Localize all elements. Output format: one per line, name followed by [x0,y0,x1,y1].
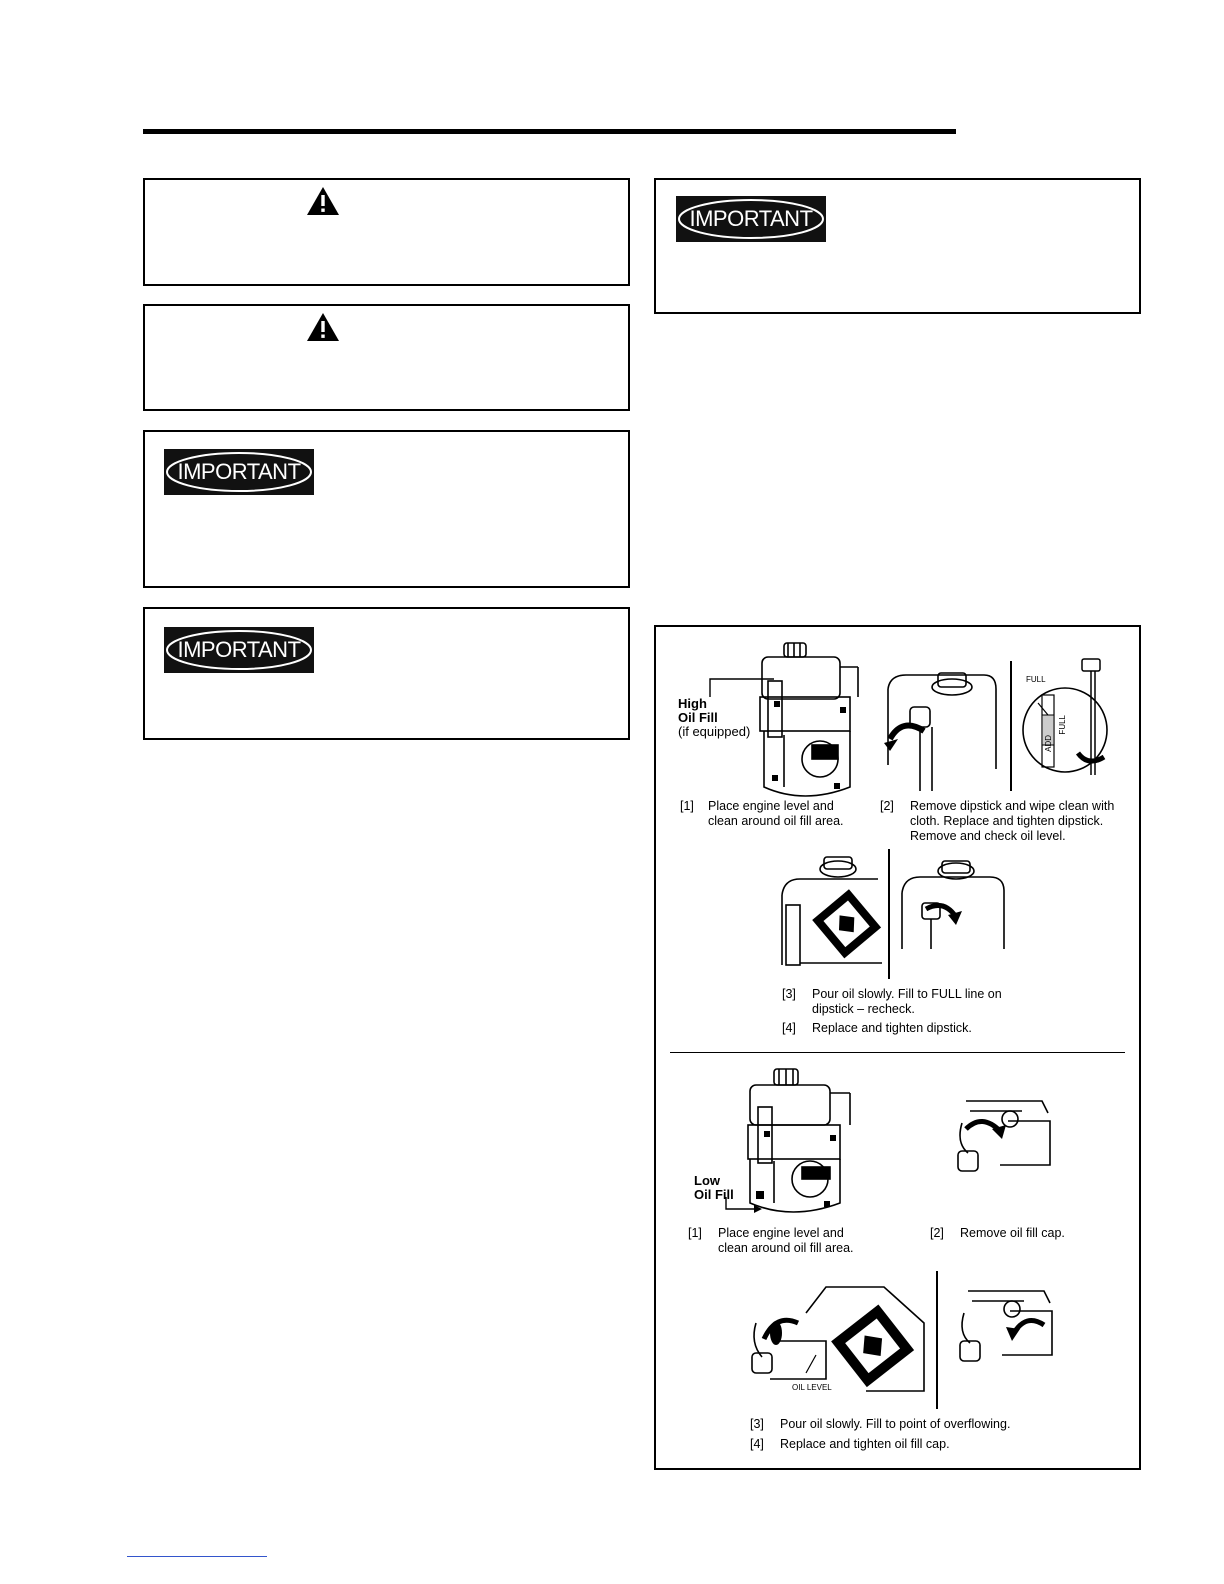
step-caption: [3] Pour oil slowly. Fill to point of overflowing. [750,1417,1011,1431]
step-caption: [3] Pour oil slowly. Fill to FULL line on dipstick – recheck. [782,987,1002,1016]
footer-link-line [127,1556,267,1557]
important-box-1 [143,430,630,588]
low-oil-fill-label: Oil Fill [694,1187,734,1202]
important-badge: IMPORTANT [164,627,314,673]
divider-vertical [888,849,890,979]
important-badge: IMPORTANT [676,196,826,242]
divider-vertical [936,1271,938,1409]
step-caption: [1] Place engine level and clean around oil fill area. [688,1226,854,1255]
warning-triangle-icon [306,312,340,342]
section-divider [670,1052,1125,1053]
high-oil-fill-sublabel: (if equipped) [678,724,751,739]
step-caption: [1] Place engine level and clean around oil fill area. [680,799,844,828]
divider-vertical [1010,661,1012,791]
header-rule [143,129,956,134]
warning-box-1 [143,178,630,286]
oil-fill-figure [654,625,1141,1470]
oil-level-label: OIL LEVEL [792,1383,832,1392]
important-badge: IMPORTANT [164,449,314,495]
step-caption: [2] Remove oil fill cap. [930,1226,1065,1240]
replace-dipstick-illustration [896,859,1008,959]
important-box-3 [654,178,1141,314]
warning-triangle-icon [306,186,340,216]
dipstick-illustration [1074,657,1108,781]
step-caption: [4] Replace and tighten oil fill cap. [750,1437,950,1451]
dipstick-full-label: FULL [1026,675,1046,684]
engine-illustration-high [754,637,864,807]
high-oil-fill-label: High [678,696,707,711]
pour-oil-illustration [778,855,888,973]
pour-overflow-illustration [746,1283,926,1393]
low-oil-fill-label: Low [694,1173,720,1188]
oil-fill-cap-illustration [952,1093,1056,1189]
dipstick-mark-add: ADD [1044,735,1053,752]
replace-fill-cap-illustration [954,1283,1058,1383]
important-box-2 [143,607,630,740]
dipstick-mark-full: FULL [1058,715,1067,735]
step-caption: [2] Remove dipstick and wipe clean with cloth. Replace and tighten dipstick. Remove and check oil level. [880,799,1115,843]
pointer-line [708,675,778,699]
high-oil-fill-label: Oil Fill [678,710,718,725]
warning-box-2 [143,304,630,411]
dipstick-removal-illustration [880,669,1000,799]
step-caption: [4] Replace and tighten dipstick. [782,1021,972,1035]
